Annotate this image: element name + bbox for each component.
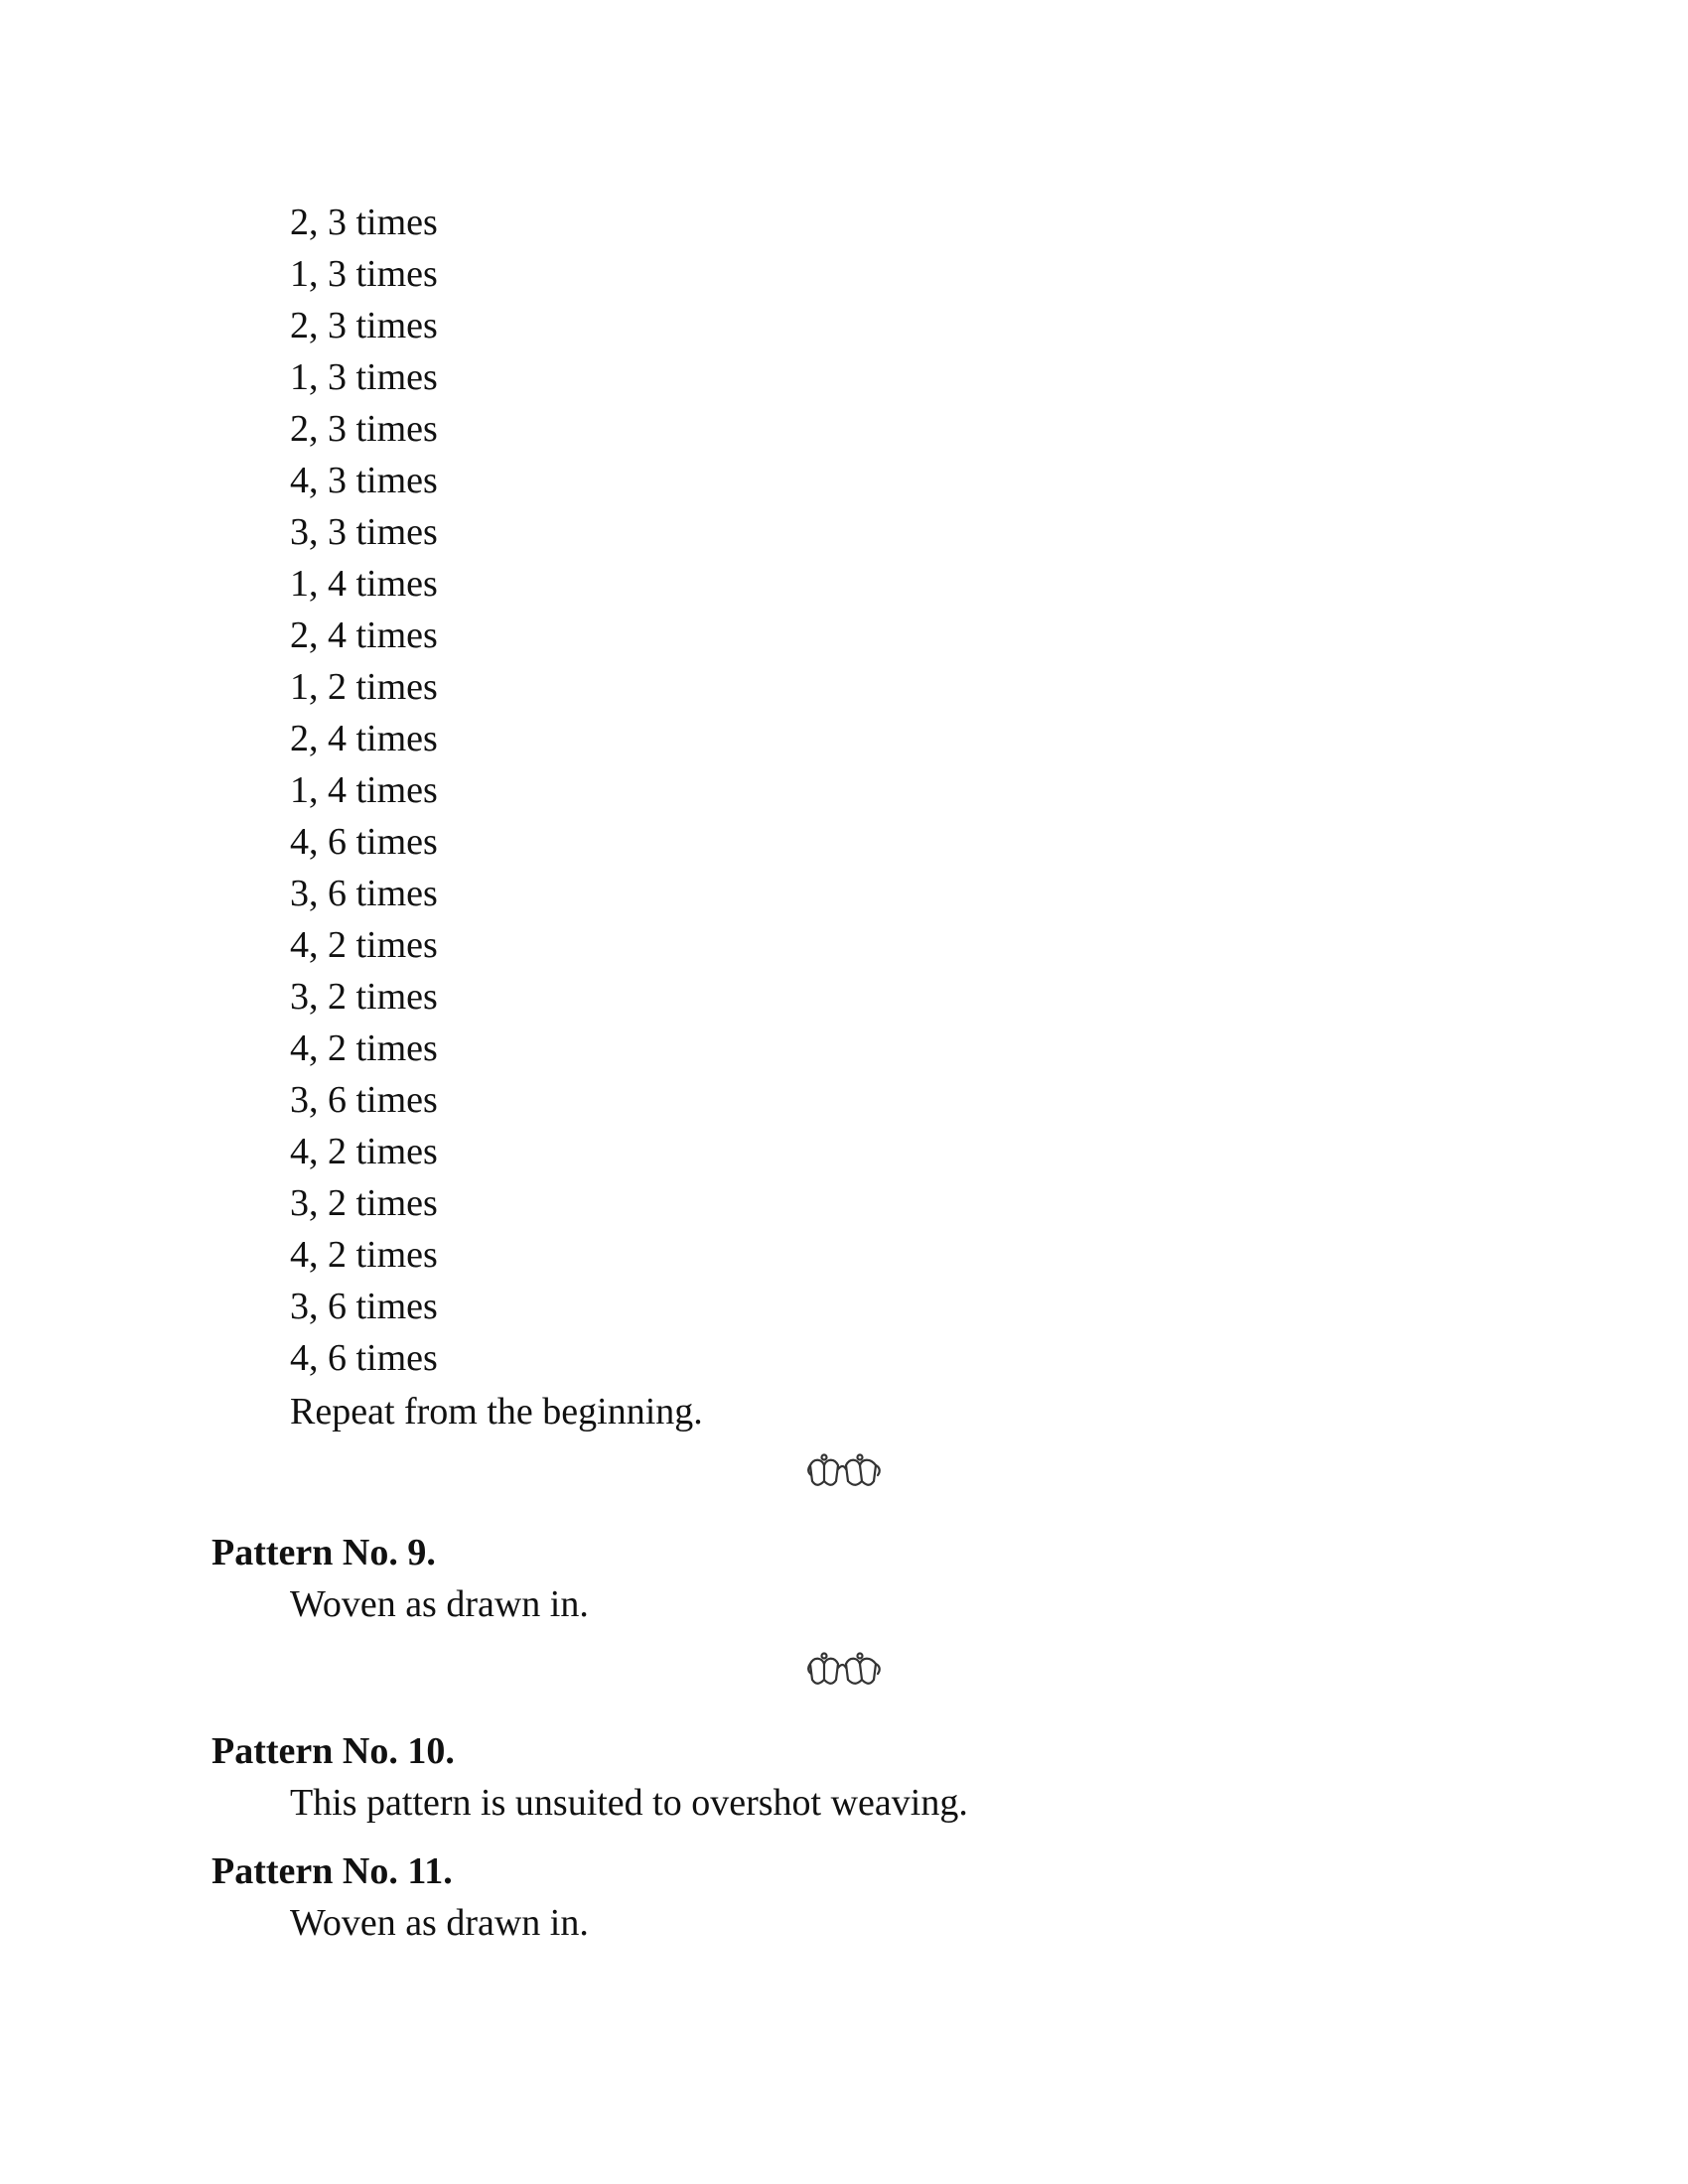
treadling-step: 1, 4 times — [290, 769, 438, 811]
treadling-step: 4, 3 times — [290, 460, 438, 501]
treadling-step: 2, 3 times — [290, 202, 438, 243]
pattern-text-10: This pattern is unsuited to overshot weaving. — [290, 1782, 968, 1824]
treadling-step: 1, 3 times — [290, 356, 438, 398]
treadling-step: 3, 2 times — [290, 1182, 438, 1224]
treadling-step: 2, 3 times — [290, 408, 438, 450]
treadling-step: 1, 4 times — [290, 563, 438, 605]
treadling-step: 2, 4 times — [290, 614, 438, 656]
treadling-step: 1, 2 times — [290, 666, 438, 708]
floral-divider-icon — [806, 1650, 884, 1690]
treadling-step: 1, 3 times — [290, 253, 438, 295]
pattern-heading-11: Pattern No. 11. — [211, 1850, 453, 1892]
treadling-list — [290, 197, 438, 1384]
treadling-step: 3, 6 times — [290, 1079, 438, 1121]
treadling-step: 4, 6 times — [290, 821, 438, 863]
pattern-heading-10: Pattern No. 10. — [211, 1730, 455, 1772]
floral-divider-icon — [806, 1451, 884, 1491]
repeat-note: Repeat from the beginning. — [290, 1391, 703, 1433]
treadling-step: 4, 6 times — [290, 1337, 438, 1379]
treadling-step: 3, 6 times — [290, 1286, 438, 1327]
treadling-step: 3, 3 times — [290, 511, 438, 553]
treadling-step: 3, 6 times — [290, 873, 438, 914]
treadling-step: 4, 2 times — [290, 1234, 438, 1276]
treadling-step: 2, 4 times — [290, 718, 438, 759]
treadling-step: 4, 2 times — [290, 1027, 438, 1069]
pattern-text-9: Woven as drawn in. — [290, 1583, 589, 1625]
pattern-text-11: Woven as drawn in. — [290, 1902, 589, 1944]
treadling-step: 2, 3 times — [290, 305, 438, 346]
treadling-step: 3, 2 times — [290, 976, 438, 1018]
pattern-heading-9: Pattern No. 9. — [211, 1532, 436, 1573]
treadling-step: 4, 2 times — [290, 924, 438, 966]
treadling-step: 4, 2 times — [290, 1131, 438, 1172]
